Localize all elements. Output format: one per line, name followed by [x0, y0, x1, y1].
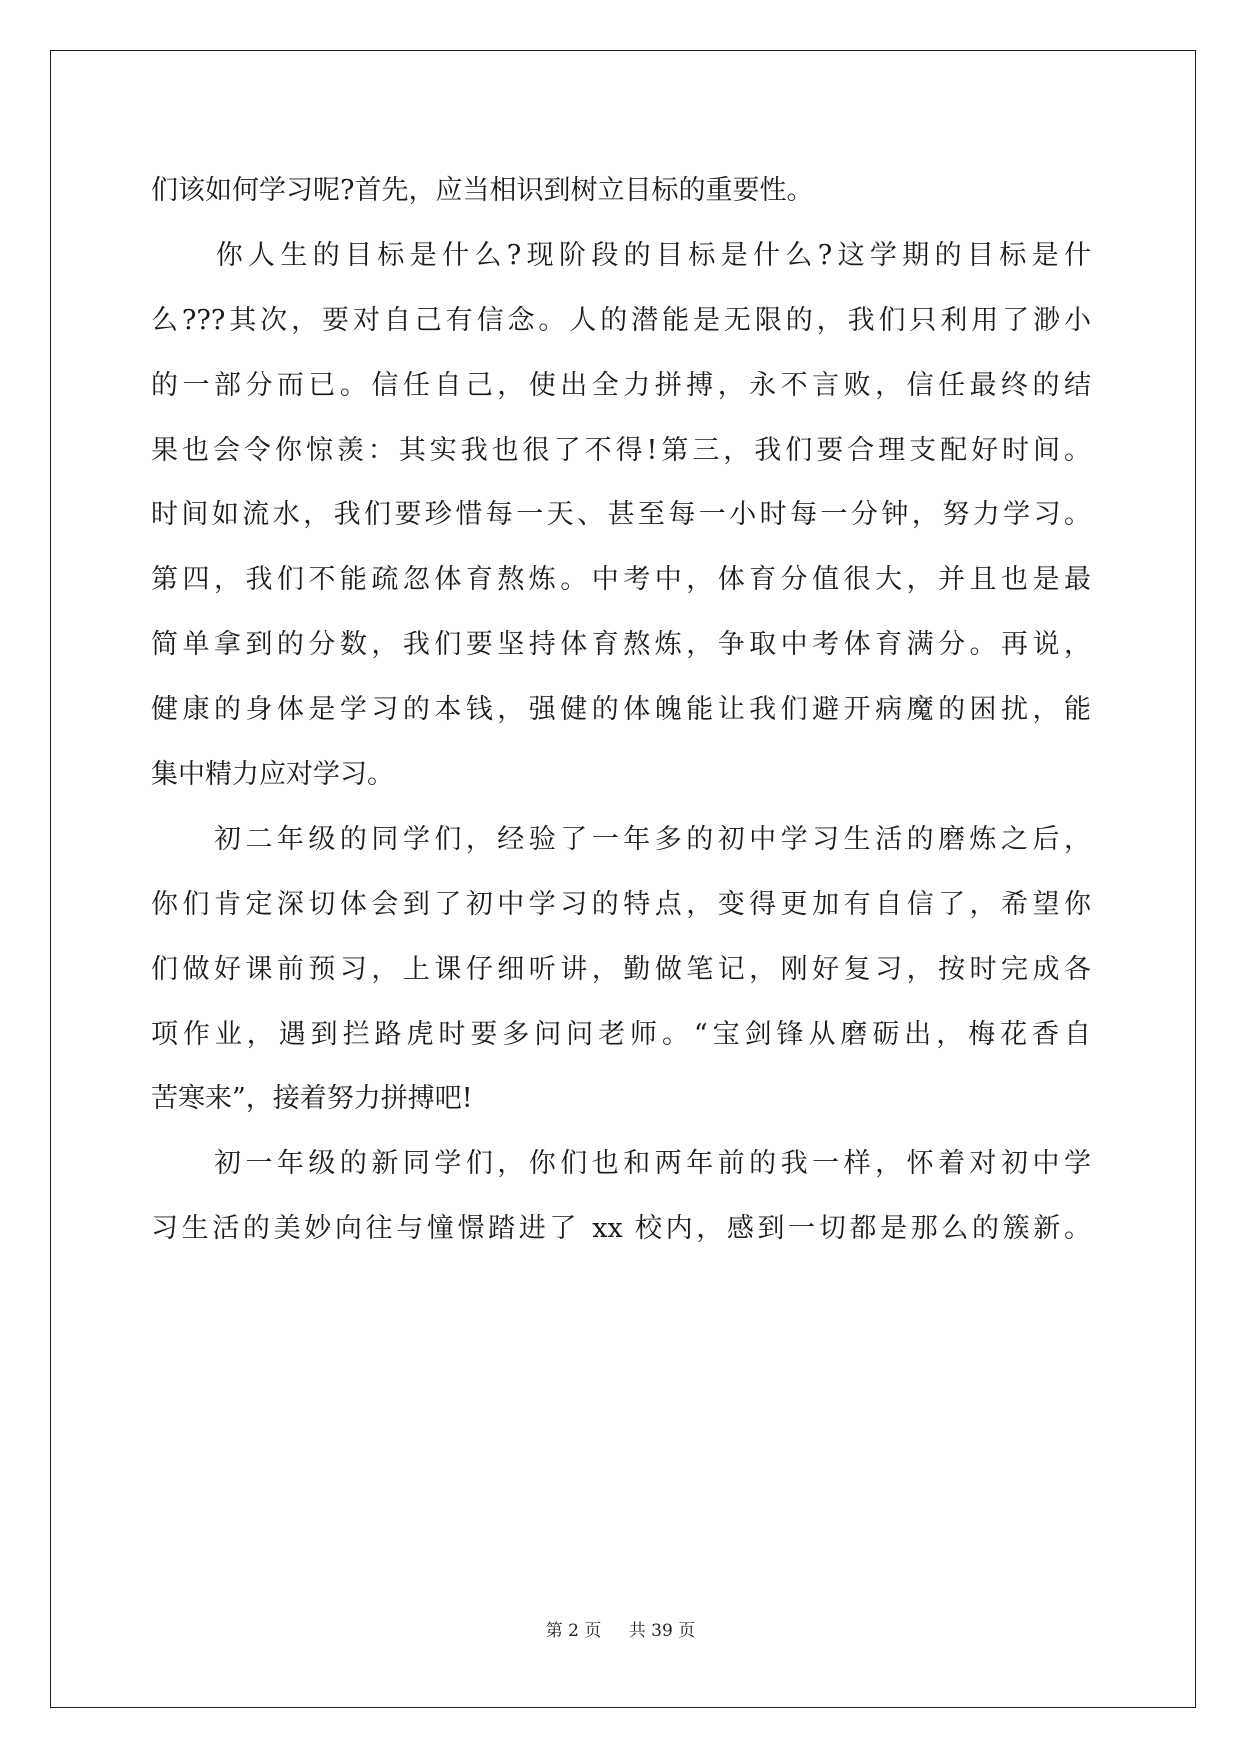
text-line: 项作业，遇到拦路虎时要多问问老师。“宝剑锋从磨砺出，梅花香自: [151, 1018, 1091, 1050]
text-line: 时间如流水，我们要珍惜每一天、甚至每一小时每一分钟，努力学习。: [151, 499, 1091, 531]
page-number: 第 2 页: [545, 1621, 602, 1641]
text-line: 习生活的美妙向往与憧憬踏进了 xx 校内，感到一切都是那么的簇新。: [151, 1213, 1091, 1245]
text-line: 你们肯定深切体会到了初中学习的特点，变得更加有自信了，希望你: [151, 888, 1091, 920]
page-total: 共 39 页: [628, 1621, 696, 1641]
text-line: 初一年级的新同学们，你们也和两年前的我一样，怀着对初中学: [151, 1148, 1091, 1180]
text-line: 集中精力应对学习。: [151, 759, 394, 791]
text-line: 第四，我们不能疏忽体育熬炼。中考中，体育分值很大，并且也是最: [151, 564, 1091, 596]
text-line: 么???其次，要对自己有信念。人的潜能是无限的，我们只利用了渺小: [151, 304, 1091, 336]
page-footer: [0, 1616, 1241, 1641]
text-line: 你人生的目标是什么?现阶段的目标是什么?这学期的目标是什: [151, 239, 1091, 271]
text-line: 们做好课前预习，上课仔细听讲，勤做笔记，刚好复习，按时完成各: [151, 953, 1091, 985]
text-line: 初二年级的同学们，经验了一年多的初中学习生活的磨炼之后，: [151, 823, 1091, 855]
text-line: 简单拿到的分数，我们要坚持体育熬炼，争取中考体育满分。再说，: [151, 629, 1091, 661]
text-line: 健康的身体是学习的本钱，强健的体魄能让我们避开病魔的困扰，能: [151, 694, 1091, 726]
text-line: 果也会令你惊羡：其实我也很了不得!第三，我们要合理支配好时间。: [151, 434, 1091, 466]
body-text: [151, 159, 1091, 1262]
text-line: 苦寒来”，接着努力拼搏吧!: [151, 1083, 473, 1115]
text-line: 的一部分而已。信任自己，使出全力拼搏，永不言败，信任最终的结: [151, 369, 1091, 401]
text-line: 们该如何学习呢?首先，应当相识到树立目标的重要性。: [151, 175, 814, 206]
